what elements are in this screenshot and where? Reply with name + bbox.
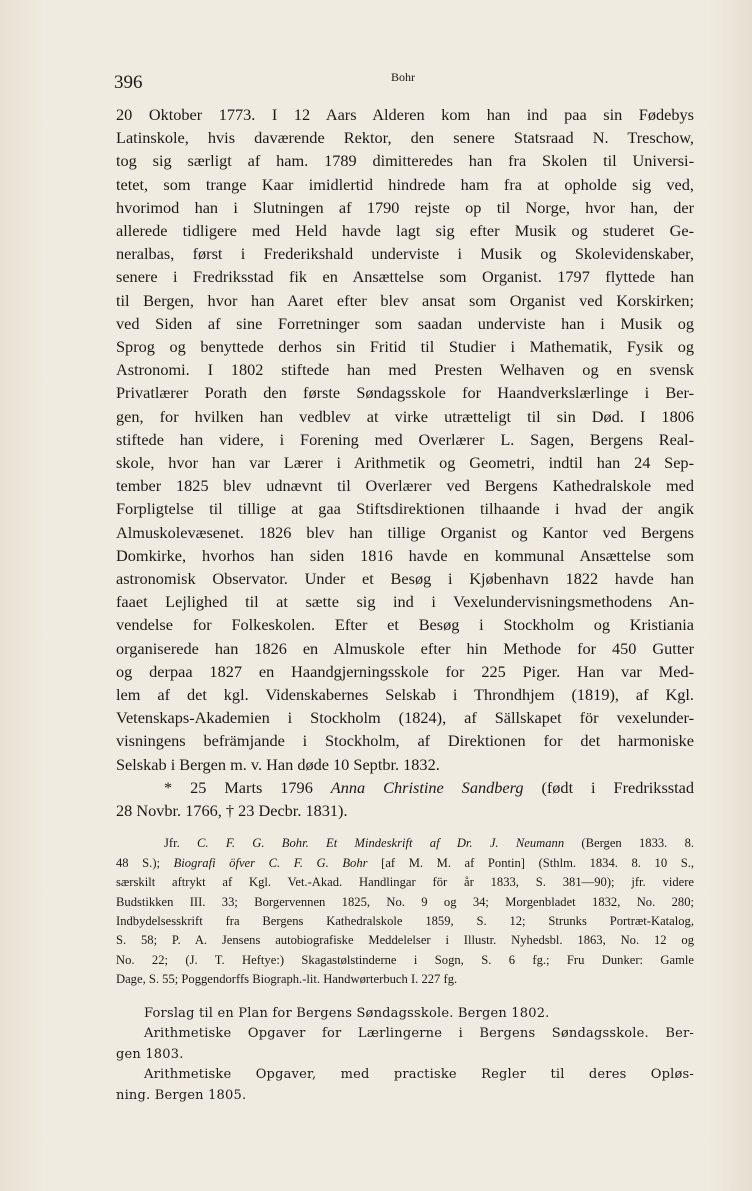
reference-text: [af M. M. af Pontin] (Sthlm. 1834. 8. 10 S., (367, 855, 695, 870)
text-line: neralbas, først i Frederikshald underviste i Musik og Skolevidenskaber, (116, 244, 694, 264)
text-line: vendelse for Folkeskolen. Efter et Besøg i Stockholm og Kristiania (116, 615, 694, 635)
page-header (114, 70, 692, 100)
text-line: tetet, som trange Kaar imidlertid hindrede ham fra at opholde sig ved, (116, 174, 694, 194)
reference-line: S. 58; P. A. Jensens autobiografiske Meddelelser i Illustr. Nyhedsbl. 1863, No. 12 og (116, 933, 694, 948)
text-line: hvorimod han i Slutningen af 1790 rejste op til Norge, hvor han, der (116, 197, 694, 217)
text-line: tember 1825 blev udnævnt til Overlærer ved Bergens Kathedralskole med (116, 476, 694, 496)
reference-line: Dage, S. 55; Poggendorffs Biograph.-lit. Handwørterbuch I. 227 fg. (116, 972, 458, 987)
text-line: stiftede han videre, i Forening med Overlærer L. Sagen, Bergens Real- (116, 429, 694, 449)
text-line: til Bergen, hvor han Aaret efter blev ansat som Organist ved Korskirken; (116, 290, 694, 310)
reference-line: Indbydelsesskrift fra Bergens Kathedralskole 1859, S. 12; Strunks Portræt-Katalog, (116, 913, 694, 928)
reference-text: 48 S.); (116, 855, 174, 870)
spouse-name: Anna Christine Sandberg (330, 777, 524, 797)
work-line: gen 1803. (116, 1046, 184, 1062)
text-line: senere i Fredriksstad fik en Ansættelse som Organist. 1797 flyttede han (116, 267, 694, 287)
work-line: ning. Bergen 1805. (116, 1087, 247, 1103)
reference-text: (Bergen 1833. 8. (564, 836, 695, 851)
text-line: faaet Lejlighed til at sætte sig ind i Vexelundervisningsmethodens An- (116, 592, 694, 612)
reference-title: C. F. G. Bohr. Et Mindeskrift af Dr. J. Neumann (197, 836, 565, 851)
text-line: tog sig særligt af ham. 1789 dimitteredes han fra Skolen til Universi- (116, 151, 694, 171)
text-line: Selskab i Bergen m. v. Han døde 10 Septbr. 1832. (116, 754, 440, 774)
references (116, 834, 694, 989)
text-line: ved Siden af sine Forretninger som saadan underviste han i Musik og (116, 313, 694, 333)
text-line: allerede tidligere med Held havde lagt sig efter Musik og studeret Ge- (116, 221, 694, 241)
text-line: Vetenskaps-Akademien i Stockholm (1824), af Sällskapet för vexelunder- (116, 708, 694, 728)
text-line: Sprog og benyttede derhos sin Fritid til Studier i Mathematik, Fysik og (116, 337, 694, 357)
running-head: Bohr (391, 70, 415, 84)
text-line: visningens befrämjande i Stockholm, af Direktionen for det harmoniske (116, 731, 694, 751)
text-line: Almuskolevæsenet. 1826 blev han tillige Organist og Kantor ved Bergens (116, 522, 694, 542)
marriage-prefix: * 25 Marts 1796 (164, 777, 331, 797)
work-line: Arithmetiske Opgaver for Lærlingerne i Bergens Søndagsskole. Ber- (144, 1026, 694, 1042)
work-entry-continued (116, 1086, 694, 1107)
reference-line: Budstikken III. 33; Borgervennen 1825, No. 9 og 34; Morgenbladet 1832, No. 280; (116, 894, 694, 909)
reference-line: No. 22; (J. T. Heftye:) Skagastølstinderne i Sogn, S. 6 fg.; Fru Dunker: Gamle (116, 952, 694, 967)
body-text (116, 103, 694, 1106)
text-line: skole, hvor han var Lærer i Arithmetik og Geometri, indtil han 24 Sep- (116, 453, 694, 473)
marriage-line (116, 776, 694, 799)
marriage-paragraph (116, 776, 694, 822)
text-line: Forpligtelse til tillige at gaa Stiftsdirektionen tilhaande i hvad der angik (116, 499, 694, 519)
text-line: Domkirke, hvorhos han siden 1816 havde en kommunal Ansættelse som (116, 545, 694, 565)
text-line: Privatlærer Porath den første Søndagsskole for Haandverkslærlinge i Ber- (116, 383, 694, 403)
work-entry (116, 1024, 694, 1045)
text-line: gen, for hvilken han vedblev at virke utrætteligt til sin Død. I 1806 (116, 406, 694, 426)
text-line: Astronomi. I 1802 stiftede han med Presten Welhaven og en svensk (116, 360, 694, 380)
marriage-suffix: (født i Fredriksstad (523, 777, 695, 797)
reference-line (116, 854, 694, 873)
work-entry (116, 1065, 694, 1086)
reference-line (116, 834, 694, 853)
reference-title: Biografi öfver C. F. G. Bohr (173, 855, 368, 870)
text-line: Latinskole, hvis daværende Rektor, den senere Statsraad N. Treschow, (116, 128, 694, 148)
reference-line: særskilt aftrykt af Kgl. Vet.-Akad. Handlingar för år 1833, S. 381—90); jfr. videre (116, 875, 694, 890)
biography-paragraph (116, 103, 694, 776)
reference-text: Jfr. (164, 836, 198, 851)
text-line: astronomisk Observator. Under et Besøg i Kjøbenhavn 1822 havde han (116, 569, 694, 589)
work-entry-continued (116, 1045, 694, 1066)
page-number: 396 (114, 72, 143, 93)
work-line: Arithmetiske Opgaver, med practiske Regler til deres Opløs- (144, 1067, 694, 1083)
work-line: Forslag til en Plan for Bergens Søndagsskole. Bergen 1802. (144, 1005, 550, 1021)
work-entry (116, 1004, 694, 1025)
works-list (116, 1004, 694, 1107)
marriage-line: 28 Novbr. 1766, † 23 Decbr. 1831). (116, 801, 348, 821)
text-line: og derpaa 1827 en Haandgjerningsskole for 225 Piger. Han var Med- (116, 661, 694, 681)
text-line: 20 Oktober 1773. I 12 Aars Alderen kom han ind paa sin Fødebys (116, 105, 694, 124)
text-line: organiserede han 1826 en Almuskole efter hin Methode for 450 Gutter (116, 638, 694, 658)
text-line: lem af det kgl. Videnskabernes Selskab i Throndhjem (1819), af Kgl. (116, 685, 694, 705)
